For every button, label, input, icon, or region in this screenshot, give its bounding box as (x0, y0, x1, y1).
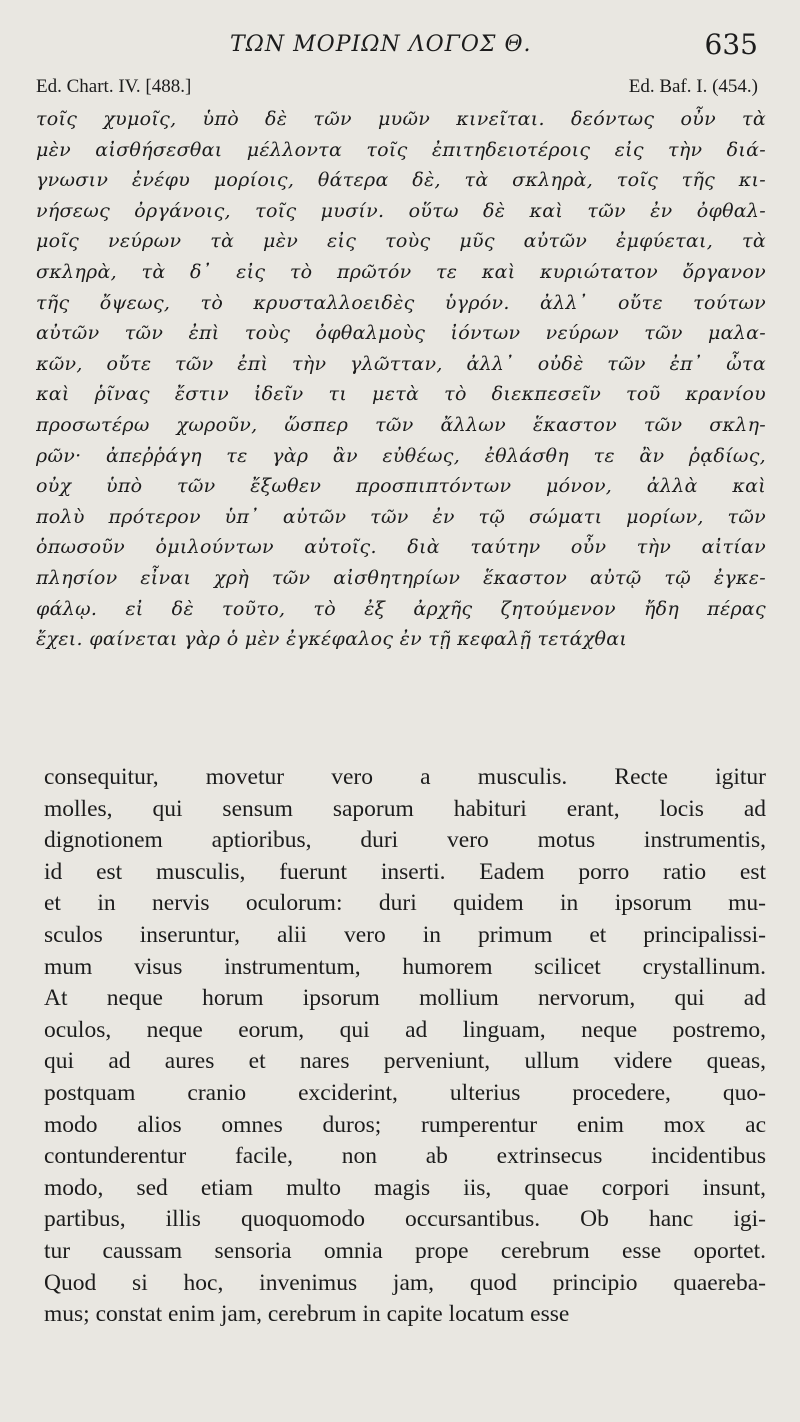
latin-text-line: oculos, neque eorum, qui ad linguam, neque postremo, (44, 1016, 766, 1043)
greek-text-line: προσωτέρω χωροῦν, ὥσπερ τῶν ἄλλων ἕκαστον τῶν σκλη- (36, 413, 766, 436)
greek-text-line: πολὺ πρότερον ὑπ᾽ αὐτῶν τῶν ἐν τῷ σώματι μορίων, τῶν (36, 505, 766, 528)
latin-text-line: id est musculis, fuerunt inserti. Eadem porro ratio est (44, 858, 766, 885)
edition-reference-basel: Ed. Baf. I. (454.) (628, 76, 758, 97)
greek-text-line: νήσεως ὀργάνοις, τοῖς μυσίν. οὕτω δὲ καὶ τῶν ἐν ὀφθαλ- (36, 199, 766, 222)
running-title: ΤΩΝ ΜΟΡΙΩΝ ΛΟΓΟΣ Θ. (230, 32, 532, 57)
greek-text-line: οὐχ ὑπὸ τῶν ἔξωθεν προσπιπτόντων μόνον, ἀλλὰ καὶ (36, 475, 766, 498)
latin-text-block (44, 762, 766, 1331)
latin-text-line: consequitur, movetur vero a musculis. Recte igitur (44, 764, 766, 790)
latin-text-line: partibus, illis quoquomodo occursantibus. Ob hanc igi- (44, 1206, 766, 1233)
edition-reference-chartier: Ed. Chart. IV. [488.] (36, 76, 192, 97)
greek-text-line: ἔχει. φαίνεται γὰρ ὁ μὲν ἐγκέφαλος ἐν τῇ κεφαλῇ τετάχθαι (36, 628, 628, 651)
greek-text-line: ρῶν· ἀπεῤῥάγη τε γὰρ ἂν εὐθέως, ἐθλάσθη τε ἂν ῥᾳδίως, (36, 444, 766, 467)
greek-text-line: μὲν αἰσθήσεσθαι μέλλοντα τοῖς ἐπιτηδειοτέροις εἰς τὴν διά- (36, 138, 766, 161)
greek-text-line: κῶν, οὔτε τῶν ἐπὶ τὴν γλῶτταν, ἀλλ᾽ οὐδὲ τῶν ἐπ᾽ ὦτα (36, 352, 766, 375)
running-head (0, 26, 800, 66)
greek-text-line: τῆς ὄψεως, τὸ κρυσταλλοειδὲς ὑγρόν. ἀλλ᾽ οὔτε τούτων (36, 291, 766, 314)
edition-references (0, 76, 800, 104)
latin-text-line: molles, qui sensum saporum habituri erant, locis ad (44, 795, 766, 822)
latin-text-line: modo alios omnes duros; rumperentur enim mox ac (44, 1111, 766, 1138)
latin-text-line: tur caussam sensoria omnia prope cerebrum esse oportet. (44, 1237, 766, 1264)
greek-text-line: πλησίον εἶναι χρὴ τῶν αἰσθητηρίων ἕκαστον αὐτῷ τῷ ἐγκε- (36, 566, 766, 589)
page-number: 635 (704, 28, 758, 61)
greek-text-line: τοῖς χυμοῖς, ὑπὸ δὲ τῶν μυῶν κινεῖται. δεόντως οὖν τὰ (36, 108, 766, 130)
latin-text-line: postquam cranio exciderint, ulterius procedere, quo- (44, 1079, 766, 1106)
latin-text-line: mum visus instrumentum, humorem scilicet crystallinum. (44, 953, 766, 980)
latin-text-line: Quod si hoc, invenimus jam, quod principio quaereba- (44, 1269, 766, 1296)
greek-text-block (36, 104, 766, 655)
greek-text-line: αὐτῶν τῶν ἐπὶ τοὺς ὀφθαλμοὺς ἰόντων νεύρων τῶν μαλα- (36, 322, 766, 345)
greek-text-line: φάλῳ. εἰ δὲ τοῦτο, τὸ ἐξ ἀρχῆς ζητούμενον ἤδη πέρας (36, 597, 766, 620)
greek-text-line: ὁπωσοῦν ὁμιλούντων αὐτοῖς. διὰ ταύτην οὖν τὴν αἰτίαν (36, 536, 766, 559)
greek-text-line: γνωσιν ἐνέφυ μορίοις, θάτερα δὲ, τὰ σκληρὰ, τοῖς τῆς κι- (36, 169, 766, 192)
latin-text-line: dignotionem aptioribus, duri vero motus instrumentis, (44, 827, 766, 854)
latin-text-line: qui ad aures et nares perveniunt, ullum videre queas, (44, 1048, 766, 1075)
latin-text-line: sculos inseruntur, alii vero in primum et principalissi- (44, 921, 766, 948)
latin-text-line: At neque horum ipsorum mollium nervorum, qui ad (44, 985, 766, 1012)
latin-text-line: mus; constat enim jam, cerebrum in capite locatum esse (44, 1301, 570, 1328)
latin-text-line: et in nervis oculorum: duri quidem in ipsorum mu- (44, 890, 766, 917)
greek-text-line: σκληρὰ, τὰ δ᾽ εἰς τὸ πρῶτόν τε καὶ κυριώτατον ὄργανον (36, 260, 766, 283)
latin-text-line: contunderentur facile, non ab extrinsecus incidentibus (44, 1143, 766, 1170)
greek-text-line: καὶ ῥῖνας ἔστιν ἰδεῖν τι μετὰ τὸ διεκπεσεῖν τοῦ κρανίου (36, 383, 766, 406)
latin-text-line: modo, sed etiam multo magis iis, quae corpori insunt, (44, 1174, 766, 1201)
greek-text-line: μοῖς νεύρων τὰ μὲν εἰς τοὺς μῦς αὐτῶν ἐμφύεται, τὰ (36, 230, 766, 253)
